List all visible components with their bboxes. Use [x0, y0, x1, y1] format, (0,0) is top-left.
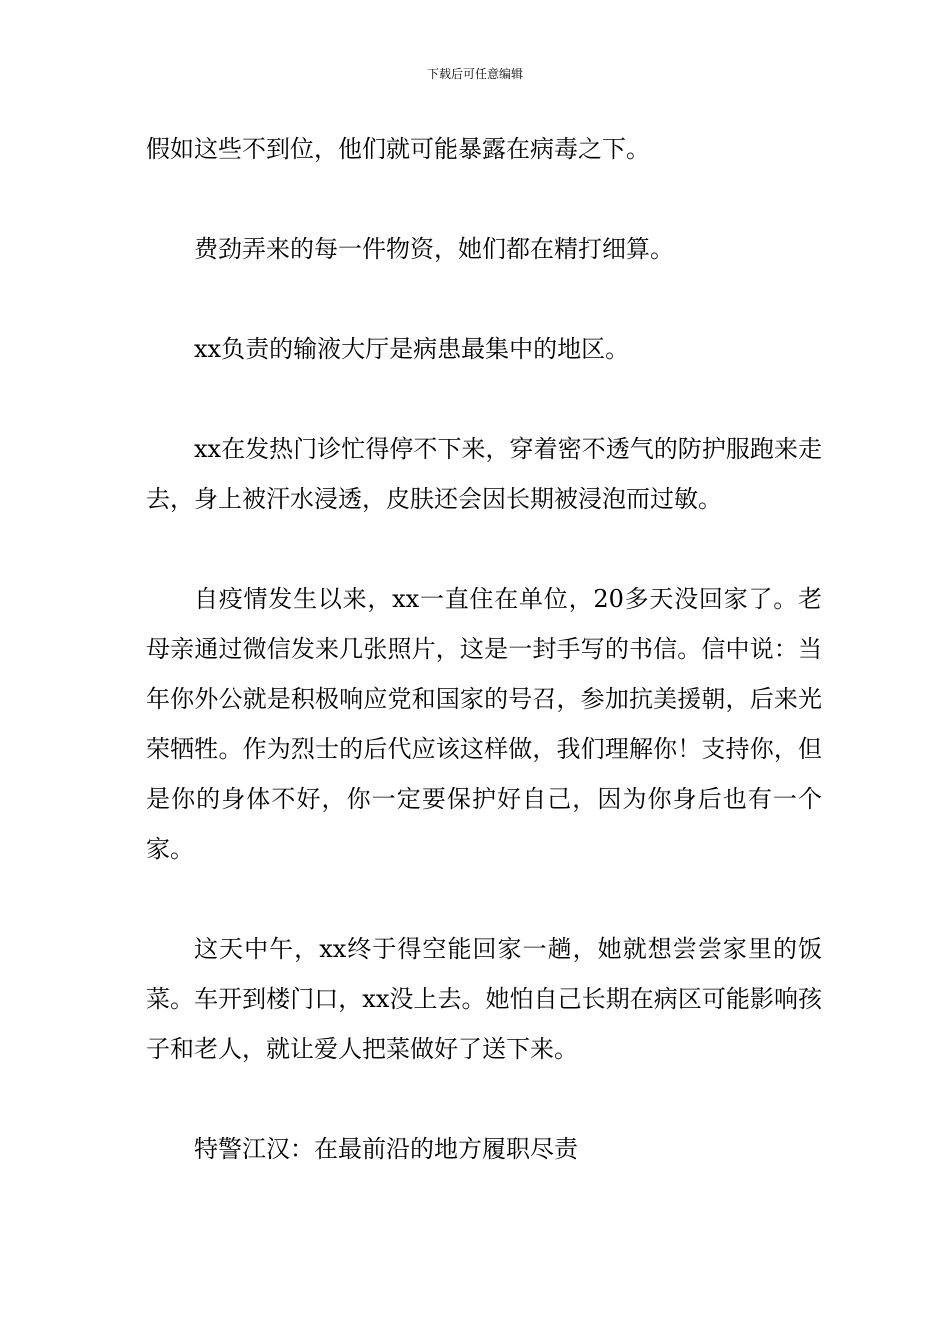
paragraph-gap — [146, 374, 822, 424]
page-header: 下载后可任意编辑 — [426, 67, 523, 81]
paragraph-gap — [146, 524, 822, 574]
paragraph-1: 假如这些不到位，他们就可能暴露在病毒之下。 — [146, 135, 650, 163]
paragraph-gap — [146, 174, 822, 224]
paragraph-gap — [146, 1074, 822, 1124]
paragraph-gap — [146, 274, 822, 324]
document-body — [146, 124, 822, 1174]
paragraph-2: 费劲弄来的每一件物资，她们都在精打细算。 — [194, 235, 674, 263]
paragraph-3: xx负责的输液大厅是病患最集中的地区。 — [194, 335, 630, 363]
paragraph-gap — [146, 874, 822, 924]
paragraph-5: 自疫情发生以来，xx一直住在单位，20多天没回家了。老母亲通过微信发来几张照片，这是一封手写的书信。信中说：当年你外公就是积极响应党和国家的号召，参加抗美援朝，后来光荣牺牲。作为烈士的后代应该这样做，我们理解你！支持你，但是你的身体不好，你一定要保护好自己，因为你身后也有一个家。 — [146, 585, 822, 863]
paragraph-4: xx在发热门诊忙得停不下来，穿着密不透气的防护服跑来走去，身上被汗水浸透，皮肤还会因长期被浸泡而过敏。 — [146, 435, 822, 513]
paragraph-6: 这天中午，xx终于得空能回家一趟，她就想尝尝家里的饭菜。车开到楼门口，xx没上去。她怕自己长期在病区可能影响孩子和老人，就让爱人把菜做好了送下来。 — [146, 935, 822, 1063]
paragraph-7: 特警江汉：在最前沿的地方履职尽责 — [194, 1135, 578, 1163]
